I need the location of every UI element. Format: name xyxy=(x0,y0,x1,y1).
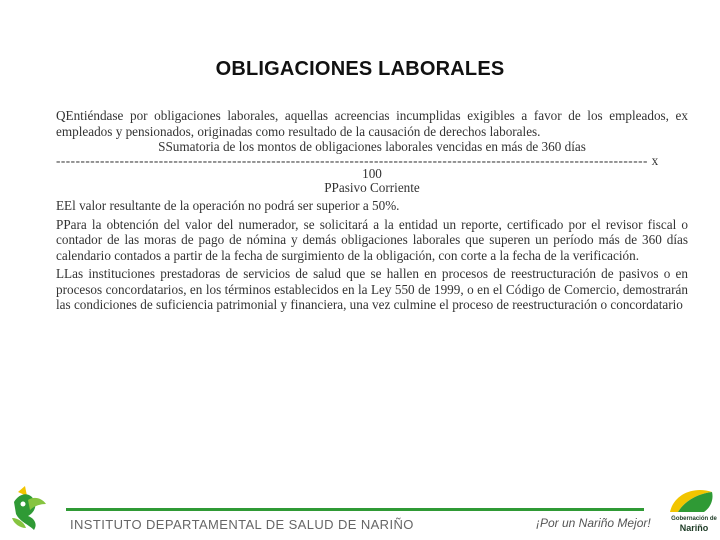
formula-numerator: SSumatoria de los montos de obligaciones laborales vencidas en más de 360 días xyxy=(158,139,586,154)
formula-fraction-line: ------------------------------------------------------------------------------------------------------------------------- x xyxy=(56,154,659,167)
slogan-text: ¡Por un Nariño Mejor! xyxy=(536,516,651,530)
formula-factor: 100 xyxy=(362,165,382,181)
gobernacion-line2: Nariño xyxy=(679,523,709,533)
footer-divider xyxy=(66,508,644,511)
restructuring-paragraph: LLas instituciones prestadoras de servicios de salud que se hallen en procesos de reestructuración de pasivos o en procesos concordatarios, en los términos establecidos en la Ley 550 de 1999, o en el Código de Comercio, demostrarán las condiciones de suficiencia patrimonial y financiera, una vez culmine el proceso de reestructuración o concordatario xyxy=(56,266,688,312)
gobernacion-line1: Gobernación de xyxy=(671,516,717,522)
gobernacion-label xyxy=(668,516,720,533)
institute-logo xyxy=(8,484,50,539)
numerator-paragraph: PPara la obtención del valor del numerador, se solicitará a la entidad un reporte, certificado por el revisor fiscal o contador de las moras de pago de nómina y demás obligaciones laborales que superen un período más de 360 días calendario contados a partir de la fecha de surgimiento de la obligación, con corte a la fecha de la verificación. xyxy=(56,216,688,263)
definition-paragraph: QEntiéndase por obligaciones laborales, aquellas acreencias incumplidas exigibles a favor de los empleados, ex empleados y pensionados, originadas como resultado de la causación de derechos laborales. xyxy=(56,108,688,139)
document-body xyxy=(56,108,688,313)
page-title: OBLIGACIONES LABORALES xyxy=(215,58,505,80)
limit-paragraph: EEl valor resultante de la operación no podrá ser superior a 50%. xyxy=(56,198,400,213)
formula-denominator: PPasivo Corriente xyxy=(324,179,420,195)
institution-name: INSTITUTO DEPARTAMENTAL DE SALUD DE NARIÑO xyxy=(70,517,414,532)
